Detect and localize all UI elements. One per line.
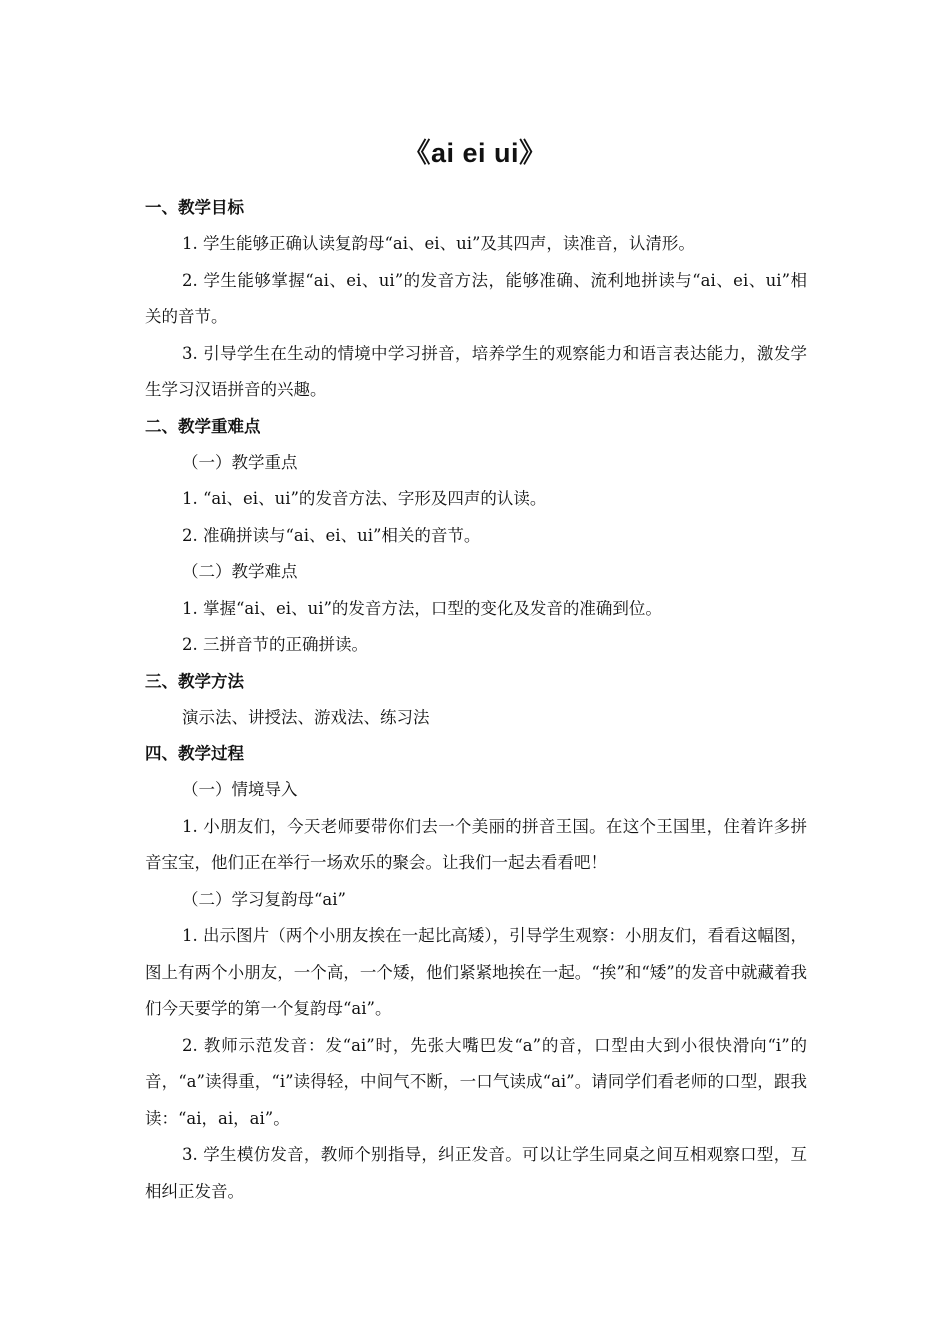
section-heading-objectives: 一、教学目标 (145, 198, 244, 217)
difficult-point-item: 2. 三拼音节的正确拼读。 (182, 635, 368, 654)
section-heading-process: 四、教学过程 (145, 744, 244, 763)
section-heading-methods: 三、教学方法 (145, 671, 244, 691)
process-item: 2. 教师示范发音：发“ai”时，先张大嘴巴发“a”的音，口型由大到小很快滑向“i”的音，“a”读得重，“i”读得轻，中间气不断，一口气读成“ai”。请同学们看老师的口型，跟我读：“ai，ai，ai”。 (145, 1035, 807, 1128)
subsection-label-ai: （二）学习复韵母“ai” (182, 889, 346, 909)
subsection-label-intro: （一）情境导入 (182, 780, 298, 799)
difficult-point-item: 1. 掌握“ai、ei、ui”的发音方法，口型的变化及发音的准确到位。 (182, 598, 662, 618)
objective-item: 1. 学生能够正确认读复韵母“ai、ei、ui”及其四声，读准音，认清形。 (182, 234, 695, 253)
process-item: 3. 学生模仿发音，教师个别指导，纠正发音。可以让学生同桌之间互相观察口型，互相纠正发音。 (145, 1145, 807, 1201)
methods-text: 演示法、讲授法、游戏法、练习法 (182, 707, 430, 727)
process-item: 1. 出示图片（两个小朋友挨在一起比高矮），引导学生观察：小朋友们，看看这幅图，图上有两个小朋友，一个高，一个矮，他们紧紧地挨在一起。“挨”和“矮”的发音中就藏着我们今天要学的第一个复韵母“ai”。 (145, 926, 807, 1018)
key-point-item: 2. 准确拼读与“ai、ei、ui”相关的音节。 (182, 525, 481, 545)
objective-item: 2. 学生能够掌握“ai、ei、ui”的发音方法，能够准确、流利地拼读与“ai、ei、ui”相关的音节。 (145, 270, 807, 326)
process-item: 1. 小朋友们，今天老师要带你们去一个美丽的拼音王国。在这个王国里，住着许多拼音宝宝，他们正在举行一场欢乐的聚会。让我们一起去看看吧！ (145, 816, 807, 872)
subsection-label-difficult: （二）教学难点 (182, 562, 298, 581)
section-heading-key-points: 二、教学重难点 (145, 416, 261, 436)
objective-item: 3. 引导学生在生动的情境中学习拼音，培养学生的观察能力和语言表达能力，激发学生学习汉语拼音的兴趣。 (145, 343, 807, 399)
key-point-item: 1. “ai、ei、ui”的发音方法、字形及四声的认读。 (182, 489, 547, 508)
subsection-label-key: （一）教学重点 (182, 452, 298, 472)
document-title: 《ai ei ui》 (403, 138, 547, 168)
document-body (145, 190, 807, 1210)
